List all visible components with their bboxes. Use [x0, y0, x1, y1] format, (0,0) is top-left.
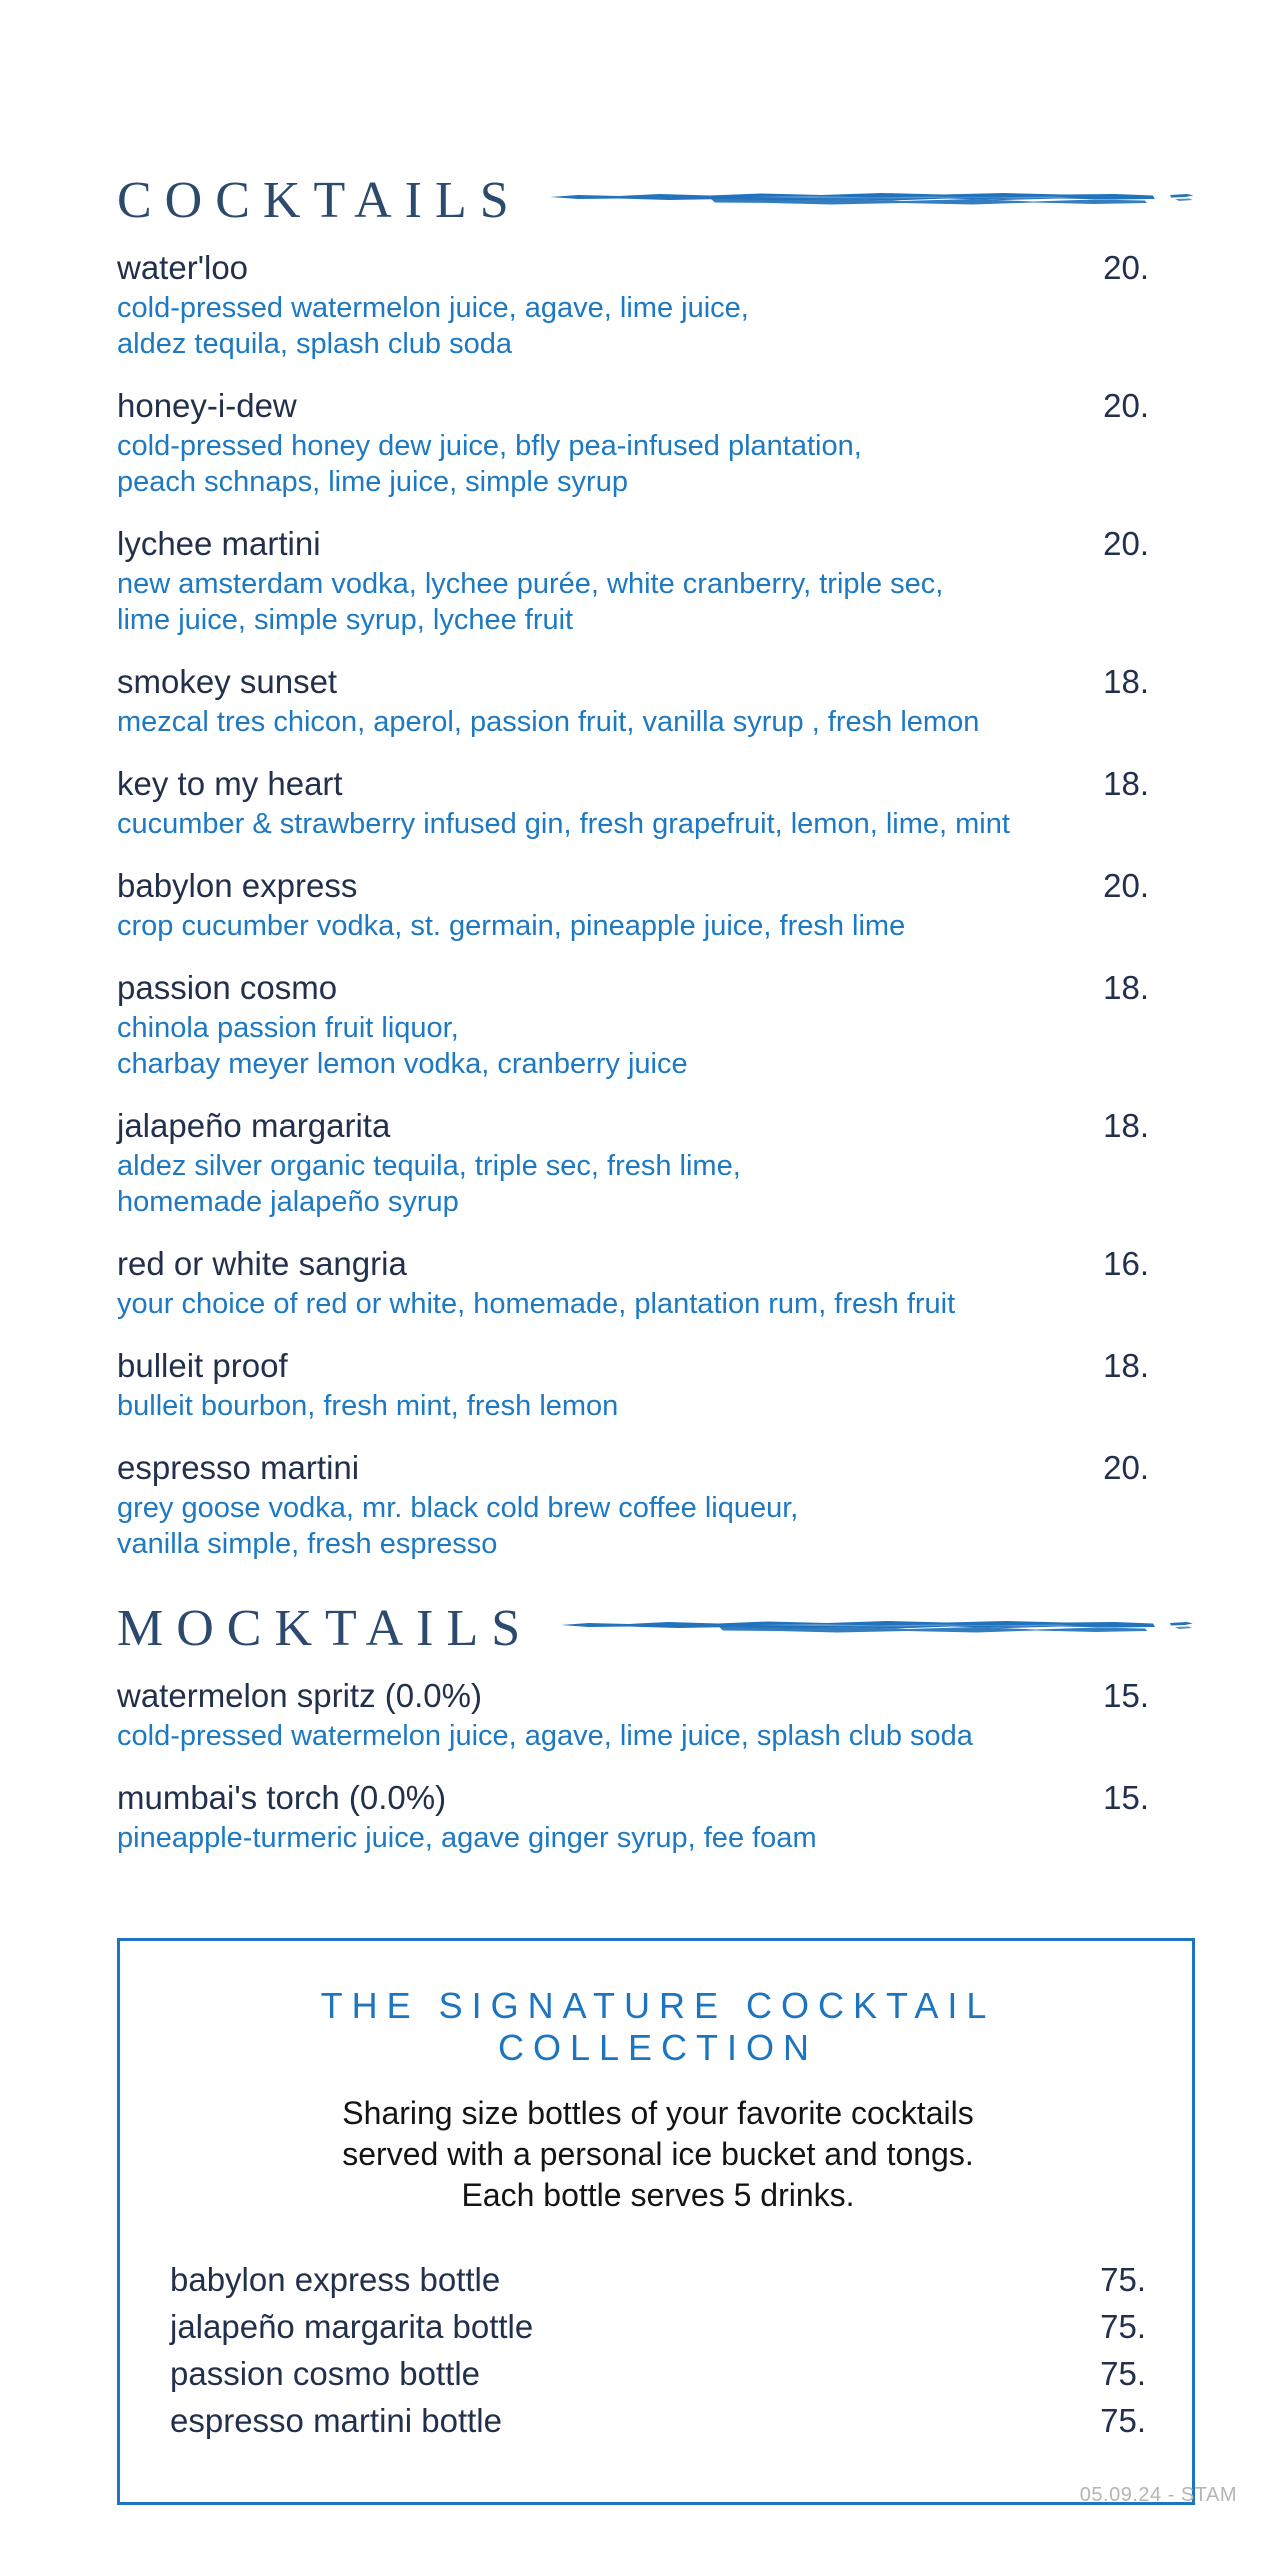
item-description [117, 1010, 1149, 1082]
item-price: 18. [1103, 663, 1149, 700]
item-description-line: aldez tequila, splash club soda [117, 328, 512, 360]
item-description-line: cold-pressed watermelon juice, agave, lime juice, splash club soda [117, 1720, 973, 1752]
menu-item [117, 386, 1195, 500]
menu-item [117, 524, 1195, 638]
bottle-name: jalapeño margarita bottle [170, 2308, 534, 2345]
bottle-price: 75. [1100, 2355, 1146, 2392]
cocktails-title: COCKTAILS [117, 172, 522, 229]
menu-item [117, 866, 1195, 944]
item-description [117, 1718, 1149, 1754]
menu-item [117, 1778, 1195, 1856]
brush-stroke-icon [559, 1613, 1195, 1639]
item-description-line: aldez silver organic tequila, triple sec, fresh lime, [117, 1150, 741, 1182]
item-description-line: homemade jalapeño syrup [117, 1186, 459, 1218]
footer-version-label: 05.09.24 - STAM [1079, 2484, 1237, 2506]
signature-collection-box [117, 1938, 1195, 2505]
signature-bottle-row [170, 2303, 1146, 2350]
mocktails-title: MOCKTAILS [117, 1600, 534, 1657]
menu-item [117, 662, 1195, 740]
item-price: 15. [1103, 1677, 1149, 1714]
item-description [117, 908, 1149, 944]
item-name: espresso martini [117, 1449, 360, 1486]
item-price: 20. [1103, 249, 1149, 286]
item-price: 15. [1103, 1779, 1149, 1816]
bottle-price: 75. [1100, 2261, 1146, 2298]
item-description-line: vanilla simple, fresh espresso [117, 1528, 498, 1560]
item-description [117, 566, 1149, 638]
item-price: 18. [1103, 765, 1149, 802]
item-price: 16. [1103, 1245, 1149, 1282]
item-name: key to my heart [117, 765, 343, 802]
menu-item [117, 1244, 1195, 1322]
item-name: watermelon spritz (0.0%) [117, 1677, 482, 1714]
menu-item [117, 1448, 1195, 1562]
item-description [117, 1820, 1149, 1856]
item-name: mumbai's torch (0.0%) [117, 1779, 447, 1816]
signature-collection-title: THE SIGNATURE COCKTAIL COLLECTION [320, 1985, 996, 2068]
item-description-line: peach schnaps, lime juice, simple syrup [117, 466, 628, 498]
item-description-line: cold-pressed honey dew juice, bfly pea-infused plantation, [117, 430, 862, 462]
item-name: smokey sunset [117, 663, 338, 700]
item-name: passion cosmo [117, 969, 338, 1006]
item-name: water'loo [117, 249, 249, 286]
section-mocktails [117, 1600, 1195, 1856]
item-price: 20. [1103, 1449, 1149, 1486]
item-price: 18. [1103, 1107, 1149, 1144]
item-description [117, 1388, 1149, 1424]
signature-description-line: served with a personal ice bucket and tongs. [342, 2136, 974, 2172]
bottle-name: espresso martini bottle [170, 2402, 502, 2439]
menu-item [117, 1676, 1195, 1754]
mocktails-header [117, 1600, 1195, 1658]
item-description [117, 428, 1149, 500]
menu-item [117, 968, 1195, 1082]
item-description-line: grey goose vodka, mr. black cold brew coffee liqueur, [117, 1492, 799, 1524]
menu-item [117, 764, 1195, 842]
signature-bottle-row [170, 2397, 1146, 2444]
item-description [117, 1286, 1149, 1322]
signature-description-line: Sharing size bottles of your favorite cocktails [342, 2095, 974, 2131]
item-description-line: chinola passion fruit liquor, [117, 1012, 459, 1044]
item-description-line: cucumber & strawberry infused gin, fresh grapefruit, lemon, lime, mint [117, 808, 1010, 840]
item-description [117, 1490, 1149, 1562]
item-price: 18. [1103, 969, 1149, 1006]
item-description-line: mezcal tres chicon, aperol, passion fruit, vanilla syrup , fresh lemon [117, 706, 980, 738]
item-description [117, 290, 1149, 362]
signature-bottle-row [170, 2256, 1146, 2303]
mocktails-item-list [117, 1676, 1195, 1856]
bottle-name: passion cosmo bottle [170, 2355, 481, 2392]
item-description [117, 704, 1149, 740]
item-description-line: cold-pressed watermelon juice, agave, lime juice, [117, 292, 749, 324]
item-name: red or white sangria [117, 1245, 407, 1282]
item-description-line: pineapple-turmeric juice, agave ginger syrup, fee foam [117, 1822, 817, 1854]
cocktails-item-list [117, 248, 1195, 1562]
item-description-line: crop cucumber vodka, st. germain, pineapple juice, fresh lime [117, 910, 906, 942]
signature-bottle-row [170, 2350, 1146, 2397]
menu-item [117, 1346, 1195, 1424]
item-price: 18. [1103, 1347, 1149, 1384]
signature-description-line: Each bottle serves 5 drinks. [461, 2177, 855, 2213]
item-price: 20. [1103, 525, 1149, 562]
item-description-line: charbay meyer lemon vodka, cranberry juice [117, 1048, 688, 1080]
menu-item [117, 1106, 1195, 1220]
item-name: honey-i-dew [117, 387, 297, 424]
item-description-line: lime juice, simple syrup, lychee fruit [117, 604, 574, 636]
bottle-name: babylon express bottle [170, 2261, 501, 2298]
menu-item [117, 248, 1195, 362]
item-price: 20. [1103, 387, 1149, 424]
item-price: 20. [1103, 867, 1149, 904]
signature-bottle-list [170, 2256, 1146, 2444]
bottle-price: 75. [1100, 2308, 1146, 2345]
item-description-line: bulleit bourbon, fresh mint, fresh lemon [117, 1390, 619, 1422]
item-description-line: new amsterdam vodka, lychee purée, white cranberry, triple sec, [117, 568, 944, 600]
cocktails-header [117, 172, 1195, 230]
section-cocktails [117, 172, 1195, 1562]
item-name: babylon express [117, 867, 358, 904]
signature-collection-description [170, 2093, 1146, 2216]
item-name: jalapeño margarita [117, 1107, 391, 1144]
item-name: bulleit proof [117, 1347, 288, 1384]
item-description [117, 806, 1149, 842]
item-description [117, 1148, 1149, 1220]
bottle-price: 75. [1100, 2402, 1146, 2439]
item-name: lychee martini [117, 525, 321, 562]
brush-stroke-icon [548, 185, 1195, 211]
item-description-line: your choice of red or white, homemade, plantation rum, fresh fruit [117, 1288, 956, 1320]
